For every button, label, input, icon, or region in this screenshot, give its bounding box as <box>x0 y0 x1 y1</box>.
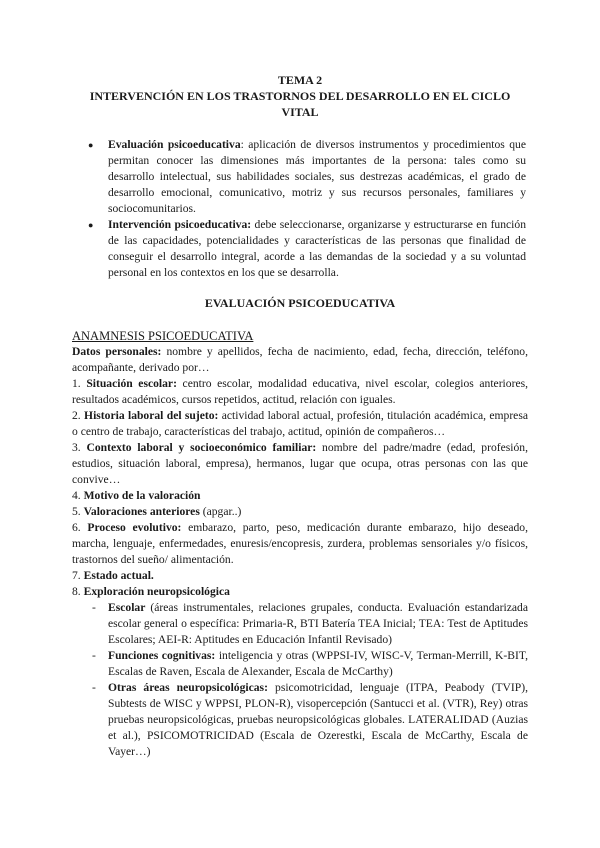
bullet-dot-icon: ● <box>88 220 94 230</box>
bullet-term: Evaluación psicoeducativa <box>108 138 241 151</box>
item-text: embarazo, parto, peso, medicación durante embarazo, hijo deseado, marcha, lenguaje, enfermedades, enuresis/encopresis, zurdera, problemas sensoriales y/o físicos, trastornos del sueño/ alimentación. <box>72 521 528 566</box>
exploracion-subitems <box>92 600 528 760</box>
item-number: 4. <box>72 489 84 502</box>
dash-marker: - <box>92 681 96 694</box>
item-text: actividad laboral actual, profesión, titulación académica, empresa o centro de trabajo, características del trabajo, actitud, opinión de compañeros… <box>72 409 528 438</box>
item-number: 1. <box>72 377 87 390</box>
subitem-label: Escolar <box>108 601 146 614</box>
subitem-otras-areas <box>92 680 528 760</box>
section-title: EVALUACIÓN PSICOEDUCATIVA <box>204 296 396 310</box>
item-text: (apgar..) <box>199 505 242 518</box>
subitem-escolar <box>92 600 528 648</box>
item-number: 8. <box>72 585 84 598</box>
anamnesis-section <box>72 328 528 760</box>
item-text: centro escolar, modalidad educativa, nivel escolar, colegios anteriores, resultados académicos, cursos repetidos, actitud, relación con iguales. <box>72 377 528 406</box>
datos-personales <box>72 344 528 376</box>
bullet-dot-icon: ● <box>88 140 94 150</box>
bullet-evaluacion <box>84 137 526 217</box>
item-text: nombre y apellidos, fecha de nacimiento, edad, fecha, dirección, teléfono, acompañante, derivado por… <box>72 345 528 374</box>
list-item <box>72 440 528 488</box>
title-line-2: INTERVENCIÓN EN LOS TRASTORNOS DEL DESARROLLO EN EL CICLO <box>89 89 511 103</box>
subitem-funciones-cognitivas <box>92 648 528 680</box>
subitem-label: Otras áreas neuropsicológicas: <box>108 681 268 694</box>
item-label: Datos personales: <box>72 345 162 358</box>
item-label: Valoraciones anteriores <box>83 505 200 518</box>
list-item <box>72 376 528 408</box>
item-label: Exploración neuropsicológica <box>83 585 230 598</box>
item-text: nombre del padre/madre (edad, profesión, estudios, situación laboral, empresa), hermanos, lugar que ocupa, otras personas con las que convive… <box>72 441 528 486</box>
list-item <box>72 408 528 440</box>
list-item <box>72 584 528 600</box>
list-item <box>72 504 528 520</box>
bullet-text: : aplicación de diversos instrumentos y procedimientos que permitan conocer las dimensiones más importantes de la persona: tales como su desarrollo intelectual, sus habilidades sociales, sus destrezas académicas, el grado de desarrollo emocional, comunicativo, motriz y sus recursos personales, familiares y sociocomunitarios. <box>108 138 526 215</box>
subitem-label: Funciones cognitivas: <box>108 649 216 662</box>
bullet-intervencion <box>84 217 526 281</box>
item-label: Contexto laboral y socioeconómico familiar: <box>86 441 317 454</box>
document-title <box>70 72 530 120</box>
definition-list <box>84 137 526 281</box>
anamnesis-heading: ANAMNESIS PSICOEDUCATIVA <box>72 329 254 343</box>
dash-marker: - <box>92 649 96 662</box>
item-number: 2. <box>72 409 85 422</box>
item-label: Historia laboral del sujeto: <box>84 409 219 422</box>
title-line-3: VITAL <box>281 105 319 119</box>
bullet-term: Intervención psicoeducativa: <box>108 218 252 231</box>
title-line-1: TEMA 2 <box>277 73 323 87</box>
subitem-text: (áreas instrumentales, relaciones grupales, conducta. Evaluación estandarizada escolar general o específica: Primaria-R, BTI Batería TEA Inicial; TEA: Test de Aptitudes Escolares; AEI-R: Aptitudes en Educación Infantil Revisado) <box>108 601 528 646</box>
item-label: Situación escolar: <box>86 377 177 390</box>
subitem-text: inteligencia y otras (WPPSI-IV, WISC-V, Terman-Merrill, K-BIT, Escalas de Raven, Escala de Alexander, Escala de McCarthy) <box>108 649 528 678</box>
item-label: Motivo de la valoración <box>83 489 201 502</box>
bullet-text: debe seleccionarse, organizarse y estructurarse en función de las capacidades, potencialidades y características de las personas que finalidad de conseguir el desarrollo integral, acorde a las demandas de la sociedad y a su voluntad personal en los contextos en los que se desarrolla. <box>108 218 526 279</box>
item-label: Estado actual. <box>83 569 154 582</box>
list-item <box>72 488 528 504</box>
dash-marker: - <box>92 601 96 614</box>
item-label: Proceso evolutivo: <box>87 521 182 534</box>
item-number: 5. <box>72 505 84 518</box>
item-number: 6. <box>72 521 88 534</box>
list-item <box>72 568 528 584</box>
subitem-text: psicomotricidad, lenguaje (ITPA, Peabody (TVIP), Subtests de WISC y WPPSI, PLON-R), visopercepción (Santucci et al. (VTR), Rey) otras pruebas neuropsicológicas, pruebas neuropsicológicas globales. LATERALIDAD (Auzias et al.), PSICOMOTRICIDAD (Escala de Ozerestki, Escala de McCarthy, Escala de Vayer…) <box>108 681 528 758</box>
item-number: 3. <box>72 441 87 454</box>
item-number: 7. <box>72 569 84 582</box>
list-item <box>72 520 528 568</box>
